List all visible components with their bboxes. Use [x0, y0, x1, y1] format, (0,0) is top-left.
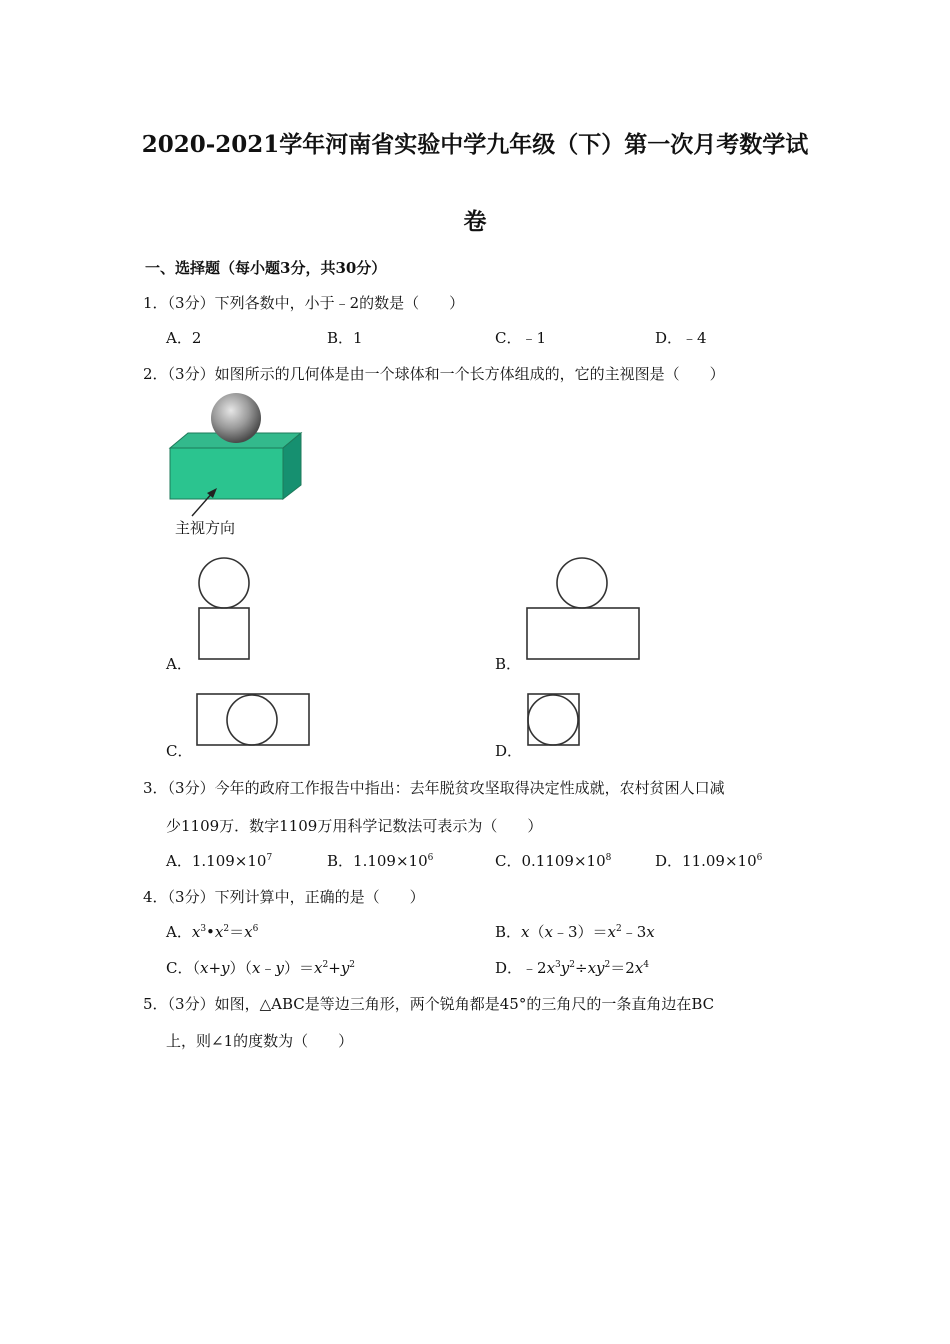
q3-option-a: A．$1.109\times 10^7$	[166, 852, 273, 870]
q1-option-a: A．2	[166, 329, 202, 347]
question-2-stem: 2．（3分）如图所示的几何体是由一个球体和一个长方体组成的，它的主视图是（ ）	[143, 365, 725, 383]
question-3-stem-line1: 3．（3分）今年的政府工作报告中指出：去年脱贫攻坚取得决定性成就，农村贫困人口减	[143, 779, 725, 797]
q2-option-b-label: B．	[495, 655, 522, 673]
question-3-stem-line2: 少1109万．数字1109万用科学记数法可表示为（ ）	[166, 817, 543, 835]
q1-option-c: C．﹣1	[495, 329, 547, 347]
q1-option-b: B．1	[327, 329, 363, 347]
q2-option-b-figure	[522, 552, 646, 664]
q2-option-d-figure	[522, 690, 584, 750]
section-heading: 一、选择题（每小题3分，共30分）	[145, 259, 387, 277]
question-1-stem: 1．（3分）下列各数中，小于﹣2的数是（ ）	[143, 294, 465, 312]
question-5-stem-line2: 上，则∠1的度数为（ ）	[166, 1032, 354, 1050]
exam-title-line2: 卷	[463, 208, 487, 235]
q4-option-d: D．$﹣2x^3y^2\div xy^2=2x^4$	[495, 959, 649, 977]
exam-title-line1: 2020-2021学年河南省实验中学九年级（下）第一次月考数学试	[141, 131, 809, 158]
q2-option-c-figure	[192, 690, 316, 750]
q3-option-c: C．$0.1109\times 10^8$	[495, 852, 612, 870]
q3-option-d: D．$11.09\times 10^6$	[655, 852, 763, 870]
q4-option-a: A．$x^3•x^2=x^6$	[166, 923, 259, 941]
q4-option-c: C．$(x+y)(x﹣y)=x^2+y^2$	[166, 959, 356, 977]
q3-option-b: B．$1.109\times 10^6$	[327, 852, 434, 870]
q2-option-c-label: C．	[166, 742, 193, 760]
question-4-stem: 4．（3分）下列计算中，正确的是（ ）	[143, 888, 425, 906]
figure-caption: 主视方向	[175, 519, 236, 537]
q2-option-a-figure	[192, 552, 258, 664]
q1-option-d: D．﹣4	[655, 329, 707, 347]
q2-option-d-label: D．	[495, 742, 523, 760]
q2-option-a-label: A．	[166, 655, 192, 673]
question-5-stem-line1: 5．（3分）如图，△ABC是等边三角形，两个锐角都是45°的三角尺的一条直角边在BC	[143, 995, 715, 1013]
q4-option-b: B．$x(x﹣3)=x^2﹣3x$	[495, 923, 655, 941]
